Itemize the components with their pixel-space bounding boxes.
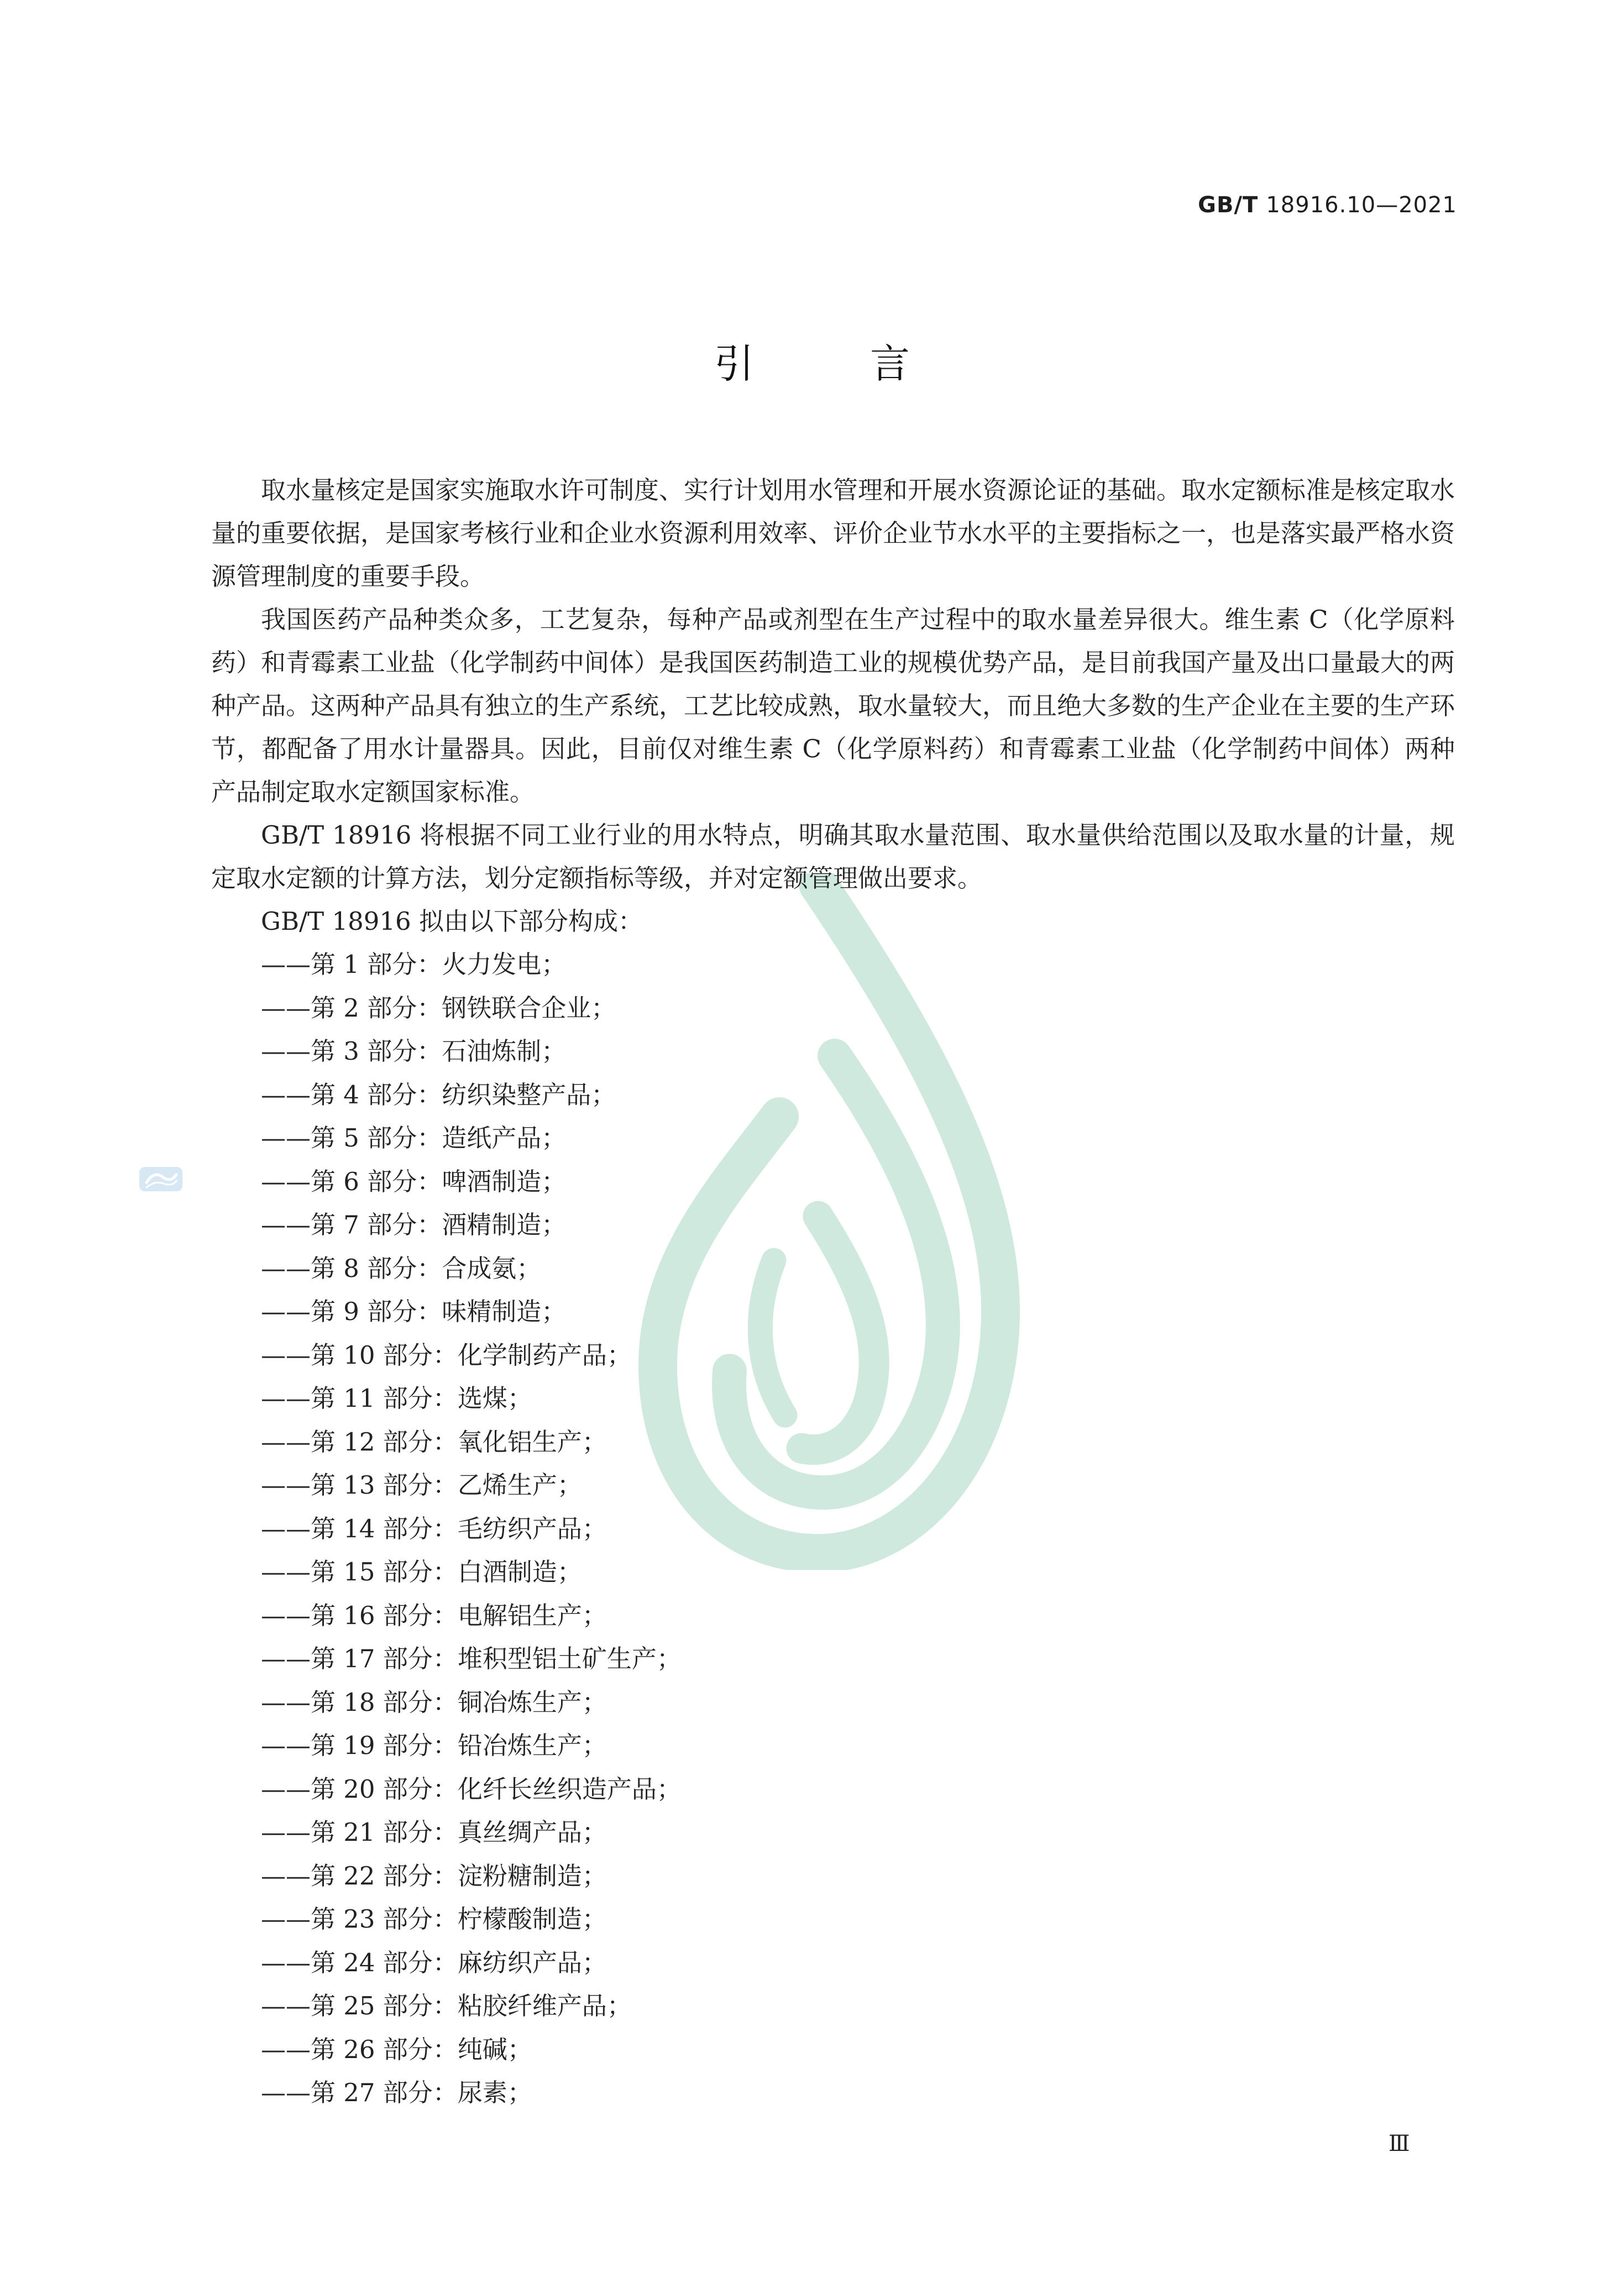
list-item: ——第 26 部分：纯碱； [261, 2034, 532, 2064]
intro-paragraph: 我国医药产品种类众多，工艺复杂，每种产品或剂型在生产过程中的取水量差异很大。维生素 C（化学原料药）和青霉素工业盐（化学制药中间体）是我国医药制造工业的规模优势产品，是目前我国产量及出口量最大的两种产品。这两种产品具有独立的生产系统，工艺比较成熟，取水量较大，而且绝大多数的生产企业在主要的生产环节，都配备了用水计量器具。因此，目前仅对维生素 C（化学原料药）和青霉素工业盐（化学制药中间体）两种产品制定取水定额国家标准。 [211, 605, 1455, 807]
intro-paragraph: GB/T 18916 将根据不同工业行业的用水特点，明确其取水量范围、取水量供给范围以及取水量的计量，规定取水定额的计算方法，划分定额指标等级，并对定额管理做出要求。 [211, 820, 1455, 893]
list-item: ——第 19 部分：铅冶炼生产； [261, 1731, 607, 1760]
list-item: ——第 21 部分：真丝绸产品； [261, 1818, 607, 1847]
standard-prefix: GB/T [1198, 192, 1259, 218]
list-item: ——第 22 部分：淀粉糖制造； [261, 1861, 607, 1891]
list-item: ——第 4 部分：纺织染整产品； [261, 1080, 616, 1109]
intro-paragraph: GB/T 18916 拟由以下部分构成： [261, 907, 643, 936]
list-item: ——第 16 部分：电解铝生产； [261, 1600, 607, 1630]
parts-list [211, 943, 1455, 2115]
list-item: ——第 25 部分：粘胶纤维产品； [261, 1991, 632, 2020]
list-item: ——第 8 部分：合成氨； [261, 1253, 542, 1283]
list-item: ——第 17 部分：堆积型铝土矿生产； [261, 1644, 682, 1673]
list-item: ——第 14 部分：毛纺织产品； [261, 1514, 607, 1543]
page-number: Ⅲ [1389, 2131, 1410, 2156]
list-item: ——第 27 部分：尿素； [261, 2078, 532, 2107]
list-item: ——第 1 部分：火力发电； [261, 950, 567, 979]
sac-logo-icon [138, 1164, 184, 1195]
list-item: ——第 13 部分：乙烯生产； [261, 1470, 582, 1500]
list-item: ——第 18 部分：铜冶炼生产； [261, 1687, 607, 1717]
document-body [211, 469, 1455, 2115]
list-item: ——第 5 部分：造纸产品； [261, 1123, 567, 1153]
list-item: ——第 3 部分：石油炼制； [261, 1036, 567, 1066]
list-item: ——第 2 部分：钢铁联合企业； [261, 993, 616, 1023]
section-title: 引言 [714, 341, 1026, 387]
intro-paragraph: 取水量核定是国家实施取水许可制度、实行计划用水管理和开展水资源论证的基础。取水定额标准是核定取水量的重要依据，是国家考核行业和企业水资源利用效率、评价企业节水水平的主要指标之一，也是落实最严格水资源管理制度的重要手段。 [211, 475, 1455, 591]
list-item: ——第 12 部分：氧化铝生产； [261, 1427, 607, 1457]
list-item: ——第 7 部分：酒精制造； [261, 1210, 567, 1239]
list-item: ——第 24 部分：麻纺织产品； [261, 1948, 607, 1977]
list-item: ——第 23 部分：柠檬酸制造； [261, 1904, 607, 1934]
list-item: ——第 11 部分：选煤； [261, 1384, 532, 1413]
list-item: ——第 20 部分：化纤长丝织造产品； [261, 1774, 682, 1804]
standard-number [1198, 192, 1457, 218]
list-item: ——第 10 部分：化学制药产品； [261, 1340, 632, 1370]
standard-code: 18916.10—2021 [1266, 192, 1457, 218]
list-item: ——第 15 部分：白酒制造； [261, 1557, 582, 1587]
list-item: ——第 6 部分：啤酒制造； [261, 1166, 567, 1196]
list-item: ——第 9 部分：味精制造； [261, 1297, 567, 1326]
